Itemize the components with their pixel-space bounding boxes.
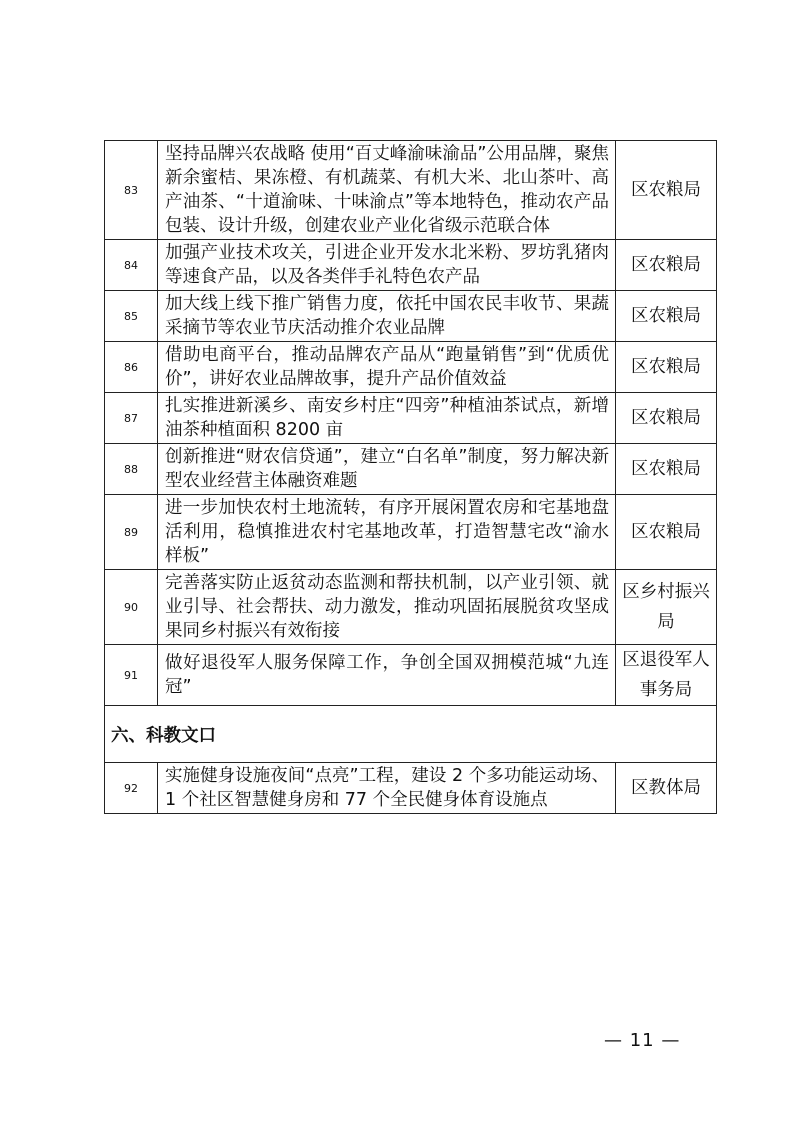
row-number: 90	[105, 570, 158, 645]
table-row	[105, 763, 717, 814]
row-number: 92	[105, 763, 158, 814]
row-number: 85	[105, 291, 158, 342]
task-content: 创新推进“财农信贷通”，建立“白名单”制度，努力解决新型农业经营主体融资难题	[158, 444, 616, 495]
task-content: 借助电商平台，推动品牌农产品从“跑量销售”到“优质优价”，讲好农业品牌故事，提升产品价值效益	[158, 342, 616, 393]
section-row	[105, 706, 717, 763]
responsible-department: 区教体局	[616, 763, 717, 814]
task-content: 做好退役军人服务保障工作，争创全国双拥模范城“九连冠”	[158, 645, 616, 706]
responsible-department: 区农粮局	[616, 141, 717, 240]
row-number: 83	[105, 141, 158, 240]
section-header	[105, 706, 717, 763]
responsible-department: 区农粮局	[616, 291, 717, 342]
responsible-department: 区退役军人事务局	[616, 645, 717, 706]
table-row	[105, 570, 717, 645]
task-content: 扎实推进新溪乡、南安乡村庄“四旁”种植油茶试点，新增油茶种植面积 8200 亩	[158, 393, 616, 444]
table-row	[105, 495, 717, 570]
row-number: 87	[105, 393, 158, 444]
table-row	[105, 393, 717, 444]
table-row	[105, 645, 717, 706]
responsible-department: 区农粮局	[616, 393, 717, 444]
responsible-department: 区农粮局	[616, 444, 717, 495]
task-content: 加强产业技术攻关，引进企业开发水北米粉、罗坊乳猪肉等速食产品，以及各类伴手礼特色农产品	[158, 240, 616, 291]
task-content: 加大线上线下推广销售力度，依托中国农民丰收节、果蔬采摘节等农业节庆活动推介农业品牌	[158, 291, 616, 342]
table-row	[105, 240, 717, 291]
table-row	[105, 141, 717, 240]
table-row	[105, 342, 717, 393]
page-number: — 11 —	[604, 1030, 681, 1051]
responsible-department: 区农粮局	[616, 495, 717, 570]
row-number: 86	[105, 342, 158, 393]
task-content: 坚持品牌兴农战略 使用“百丈峰渝味渝品”公用品牌，聚焦新余蜜桔、果冻橙、有机蔬菜、有机大米、北山茶叶、高产油茶、“十道渝味、十味渝点”等本地特色，推动农产品包装、设计升级，创建农业产业化省级示范联合体	[158, 141, 616, 240]
table-row	[105, 291, 717, 342]
row-number: 88	[105, 444, 158, 495]
task-table	[104, 140, 717, 814]
task-content: 进一步加快农村土地流转，有序开展闲置农房和宅基地盘活利用，稳慎推进农村宅基地改革，打造智慧宅改“渝水样板”	[158, 495, 616, 570]
task-content: 实施健身设施夜间“点亮”工程，建设 2 个多功能运动场、1 个社区智慧健身房和 77 个全民健身体育设施点	[158, 763, 616, 814]
responsible-department: 区乡村振兴局	[616, 570, 717, 645]
row-number: 89	[105, 495, 158, 570]
section-title: 六、科教文口	[105, 706, 717, 763]
row-number: 84	[105, 240, 158, 291]
task-table-body-a	[105, 141, 717, 706]
row-number: 91	[105, 645, 158, 706]
task-table-body-b	[105, 763, 717, 814]
responsible-department: 区农粮局	[616, 240, 717, 291]
responsible-department: 区农粮局	[616, 342, 717, 393]
table-row	[105, 444, 717, 495]
task-content: 完善落实防止返贫动态监测和帮扶机制，以产业引领、就业引导、社会帮扶、动力激发，推动巩固拓展脱贫攻坚成果同乡村振兴有效衔接	[158, 570, 616, 645]
